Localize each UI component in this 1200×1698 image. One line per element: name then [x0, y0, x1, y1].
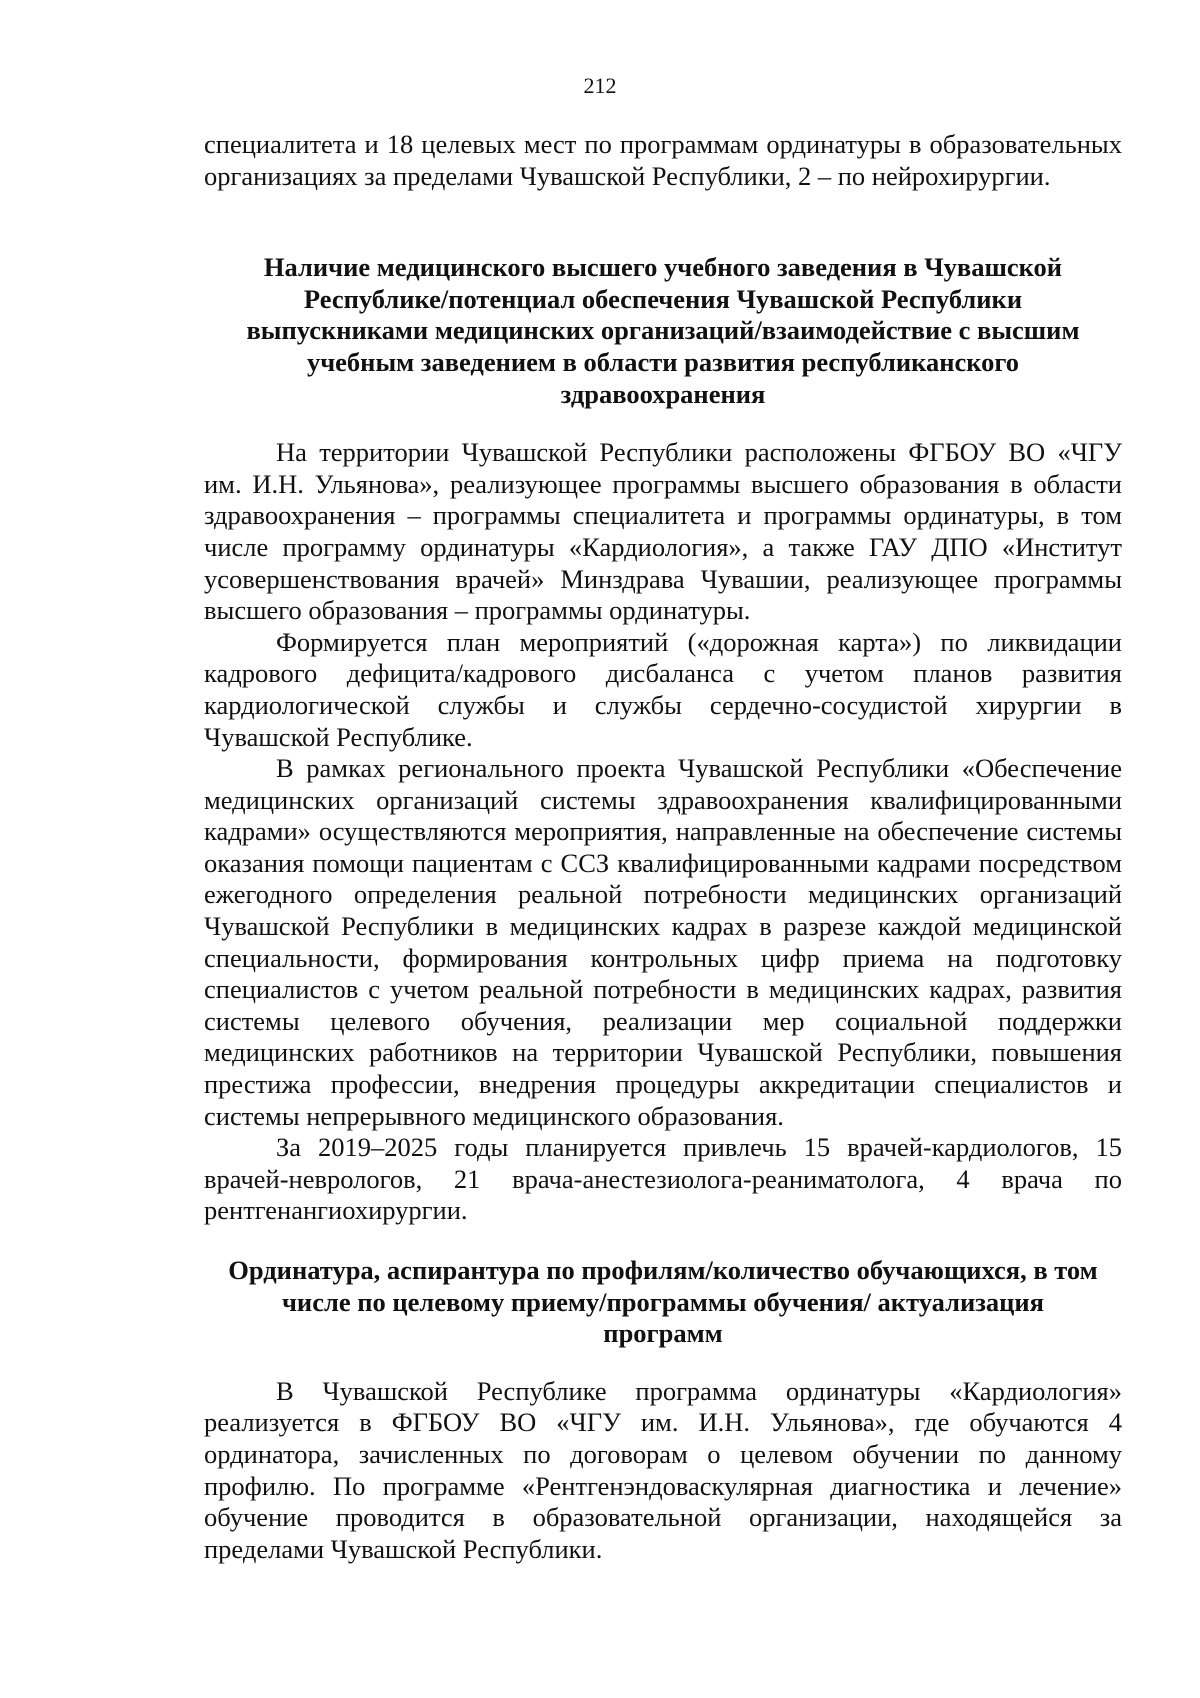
section-heading-residency: Ординатура, аспирантура по профилям/количество обучающихся, в том числе по целевому приему/программы обучения/ актуализация программ	[228, 1255, 1098, 1349]
document-body	[204, 129, 1122, 1565]
paragraph-cardiology-residency: В Чувашской Республике программа ординатуры «Кардиология» реализуется в ФГБОУ ВО «ЧГУ им. И.Н. Ульянова», где обучаются 4 ординатора, зачисленных по договорам о целевом обучении по данному профилю. По программе «Рентгенэндоваскулярная диагностика и лечение» обучение проводится в образовательной организации, находящейся за пределами Чувашской Республики.	[204, 1375, 1122, 1564]
page-number: 212	[583, 73, 617, 98]
paragraph-recruitment-plan: За 2019–2025 годы планируется привлечь 15 врачей-кардиологов, 15 врачей-неврологов, 21 врача-анестезиолога-реаниматолога, 4 врача по рентгенангиохирургии.	[204, 1132, 1122, 1226]
paragraph-university-programs: На территории Чувашской Республики расположены ФГБОУ ВО «ЧГУ им. И.Н. Ульянова», реализующее программы высшего образования в области здравоохранения – программы специалитета и программы ординатуры, в том числе программу ординатуры «Кардиология», а также ГАУ ДПО «Институт усовершенствования врачей» Минздрава Чувашии, реализующее программы высшего образования – программы ординатуры.	[204, 437, 1122, 626]
paragraph-roadmap: Формируется план мероприятий («дорожная карта») по ликвидации кадрового дефицита/кадрового дисбаланса с учетом планов развития кардиологической службы и службы сердечно-сосудистой хирургии в Чувашской Республике.	[204, 626, 1122, 752]
paragraph-regional-project: В рамках регионального проекта Чувашской Республики «Обеспечение медицинских организаций системы здравоохранения квалифицированными кадрами» осуществляются мероприятия, направленные на обеспечение системы оказания помощи пациентам с ССЗ квалифицированными кадрами посредством ежегодного определения реальной потребности медицинских организаций Чувашской Республики в медицинских кадрах в разрезе каждой медицинской специальности, формирования контрольных цифр приема на подготовку специалистов с учетом реальной потребности в медицинских кадрах, развития системы целевого обучения, реализации мер социальной поддержки медицинских работников на территории Чувашской Республики, повышения престижа профессии, внедрения процедуры аккредитации специалистов и системы непрерывного медицинского образования.	[204, 753, 1122, 1131]
intro-paragraph: специалитета и 18 целевых мест по программам ординатуры в образовательных организациях за пределами Чувашской Республики, 2 – по нейрохирургии.	[204, 129, 1122, 191]
section-heading-medical-university: Наличие медицинского высшего учебного заведения в Чувашской Республике/потенциал обеспечения Чувашской Республики выпускниками медицинских организаций/взаимодействие с высшим учебным заведением в области развития республиканского здравоохранения	[246, 252, 1080, 409]
